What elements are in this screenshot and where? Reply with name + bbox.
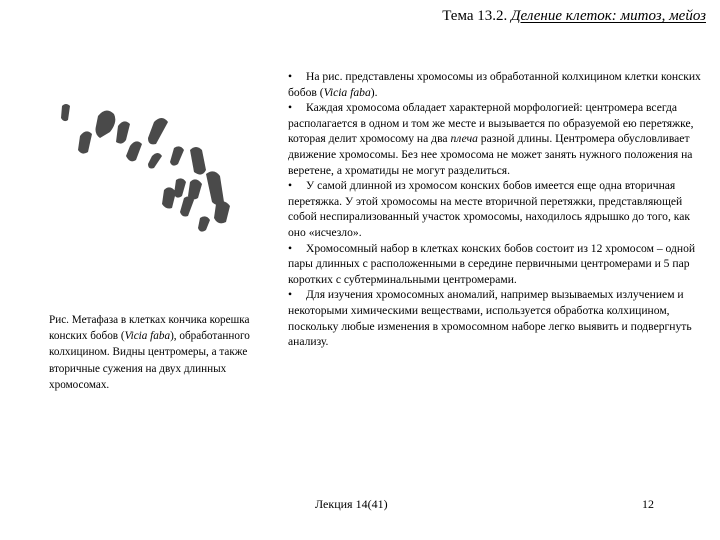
bullet-text: Хромосомный набор в клетках конских бобов состоит из 12 хромосом – одной пары длинных с расположенными в середине первичными центромерами и 5 пар коротких с субтерминальными центромерами. — [288, 241, 696, 286]
bullet-text-end: разной длины. Центромера обусловливает движение хромосомы. Без нее хромосома не может занять нужного положения на веретене, а хроматиды не могут разделиться. — [288, 132, 693, 177]
bullet-text: У самой длинной из хромосом конских бобов имеется еще одна вторичная перетяжка. У этой хромосомы на месте вторичной перетяжки, представляющей собой неспирализованный участок хромосомы, находилось ядрышко до того, как оно «исчезло». — [288, 179, 691, 239]
bullet-text-end: ). — [370, 85, 378, 99]
page-number: 12 — [642, 497, 654, 511]
bullet-text: Каждая хромосома обладает характерной морфологией: центромера всегда располагается в одном и том же месте и вызывается по образуемой ею перетяжке, которая делит хромосому на два — [288, 101, 694, 146]
bullet-marker: • — [288, 101, 293, 115]
bullet-item — [288, 100, 704, 178]
bullet-italic: Vicia faba — [323, 85, 371, 99]
bullet-marker: • — [288, 179, 293, 193]
bullet-text: Для изучения хромосомных аномалий, например вызываемых излучением и некоторыми химическими веществами, используется обработка колхицином, поскольку любые изменения в хромосомном наборе легко выявить и подвергнуть анализу. — [288, 288, 692, 349]
figure-caption — [49, 312, 274, 393]
chromosome-image — [56, 98, 266, 248]
footer-lecture: Лекция 14(41) — [315, 497, 388, 511]
bullet-item — [288, 241, 704, 288]
caption-species: Vicia faba — [124, 330, 171, 343]
bullet-item — [288, 178, 704, 240]
bullet-text: На рис. представлены хромосомы из обработанной колхицином клетки конских бобов ( — [288, 70, 701, 99]
bullet-marker: • — [288, 241, 293, 255]
slide-header — [442, 8, 706, 25]
bullet-marker: • — [288, 70, 293, 83]
bullet-item — [288, 69, 704, 100]
caption-text-end: ), обработанного колхицином. Видны центромеры, а также вторичные сужения на двух длинных хромосомах. — [49, 330, 250, 391]
topic-number: Тема 13.2. — [442, 8, 508, 24]
bullet-marker: • — [288, 288, 293, 302]
bullet-item — [288, 287, 704, 349]
caption-text: Рис. Метафаза в клетках кончика корешка конских бобов ( — [49, 314, 250, 343]
topic-title: Деление клеток: митоз, мейоз — [511, 8, 706, 24]
chromosome-micrograph — [56, 98, 266, 248]
bullet-italic: плеча — [450, 132, 478, 146]
bullet-list — [288, 69, 704, 350]
